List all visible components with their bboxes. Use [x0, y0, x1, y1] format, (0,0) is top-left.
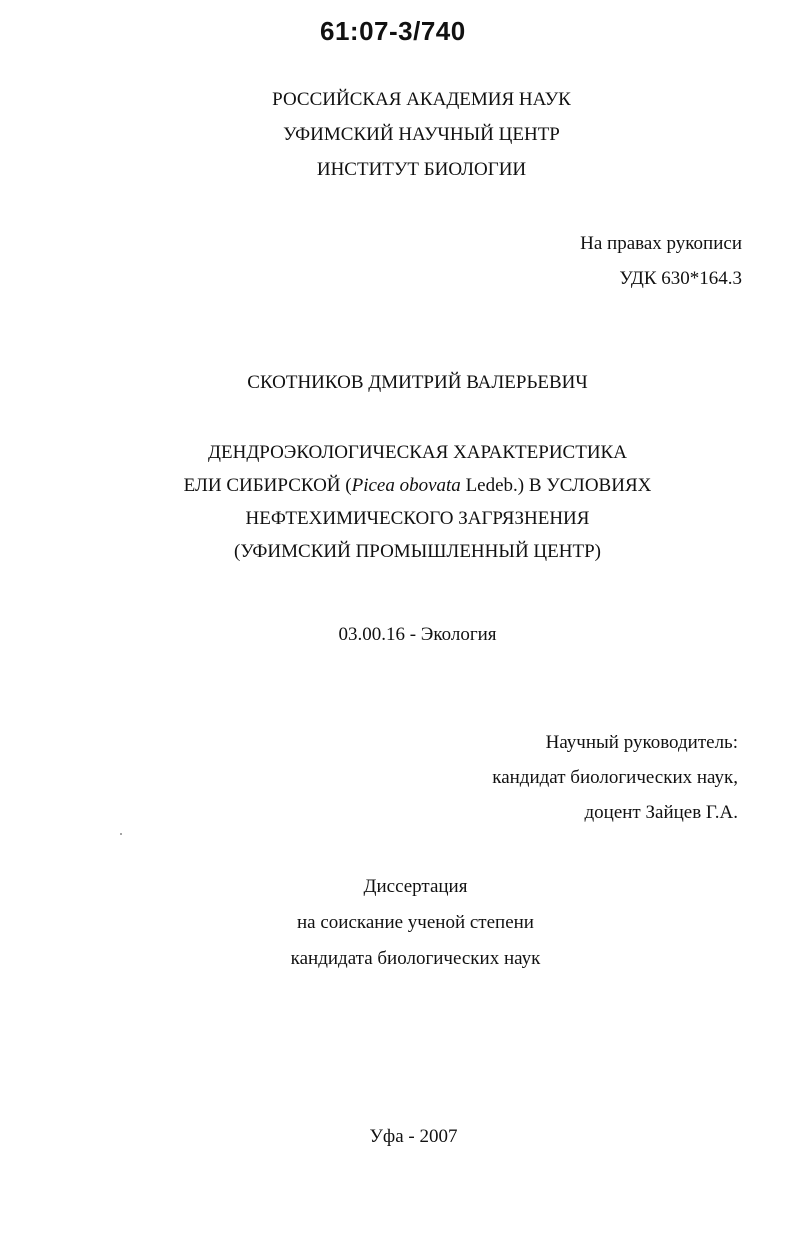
- title-line: НЕФТЕХИМИЧЕСКОГО ЗАГРЯЗНЕНИЯ: [245, 508, 590, 529]
- title-line: (УФИМСКИЙ ПРОМЫШЛЕННЫЙ ЦЕНТР): [234, 541, 601, 562]
- institution-line: ИНСТИТУТ БИОЛОГИИ: [316, 159, 527, 180]
- degree-line: Диссертация: [363, 876, 468, 897]
- place-and-year: [14, 1119, 799, 1154]
- author-name: [18, 365, 799, 400]
- title-line: ДЕНДРОЭКОЛОГИЧЕСКАЯ ХАРАКТЕРИСТИКА: [208, 442, 627, 463]
- archive-stamp-number: 61:07-3/740: [320, 16, 466, 46]
- institution-line: РОССИЙСКАЯ АКАДЕМИЯ НАУК: [272, 89, 571, 110]
- dissertation-title: [18, 436, 799, 568]
- institution-line: УФИМСКИЙ НАУЧНЫЙ ЦЕНТР: [283, 124, 560, 145]
- institution-header: [22, 82, 799, 187]
- manuscript-rights: [580, 226, 742, 296]
- degree-line: кандидата биологических наук: [290, 948, 541, 969]
- specialty-code: 03.00.16 - Экология: [338, 624, 497, 645]
- manuscript-note: На правах рукописи: [580, 233, 742, 254]
- title-line: [18, 469, 799, 502]
- udc-code: УДК 630*164.3: [619, 268, 742, 289]
- specialty: [18, 617, 799, 652]
- title-line-prefix: ЕЛИ СИБИРСКОЙ (: [183, 475, 352, 496]
- scan-speck: [120, 833, 122, 835]
- supervisor-name: доцент Зайцев Г.А.: [584, 802, 738, 823]
- title-line-suffix: Ledeb.) В УСЛОВИЯХ: [460, 475, 652, 496]
- supervisor-label: Научный руководитель:: [545, 732, 738, 753]
- supervisor-degree: кандидат биологических наук,: [492, 767, 738, 788]
- author-name-text: СКОТНИКОВ ДМИТРИЙ ВАЛЕРЬЕВИЧ: [247, 372, 588, 393]
- supervisor-block: [492, 725, 738, 830]
- place-year-text: Уфа - 2007: [369, 1126, 458, 1147]
- degree-line: на соискание ученой степени: [297, 912, 534, 933]
- species-name: Picea obovata: [351, 475, 461, 496]
- dissertation-degree: [16, 869, 799, 977]
